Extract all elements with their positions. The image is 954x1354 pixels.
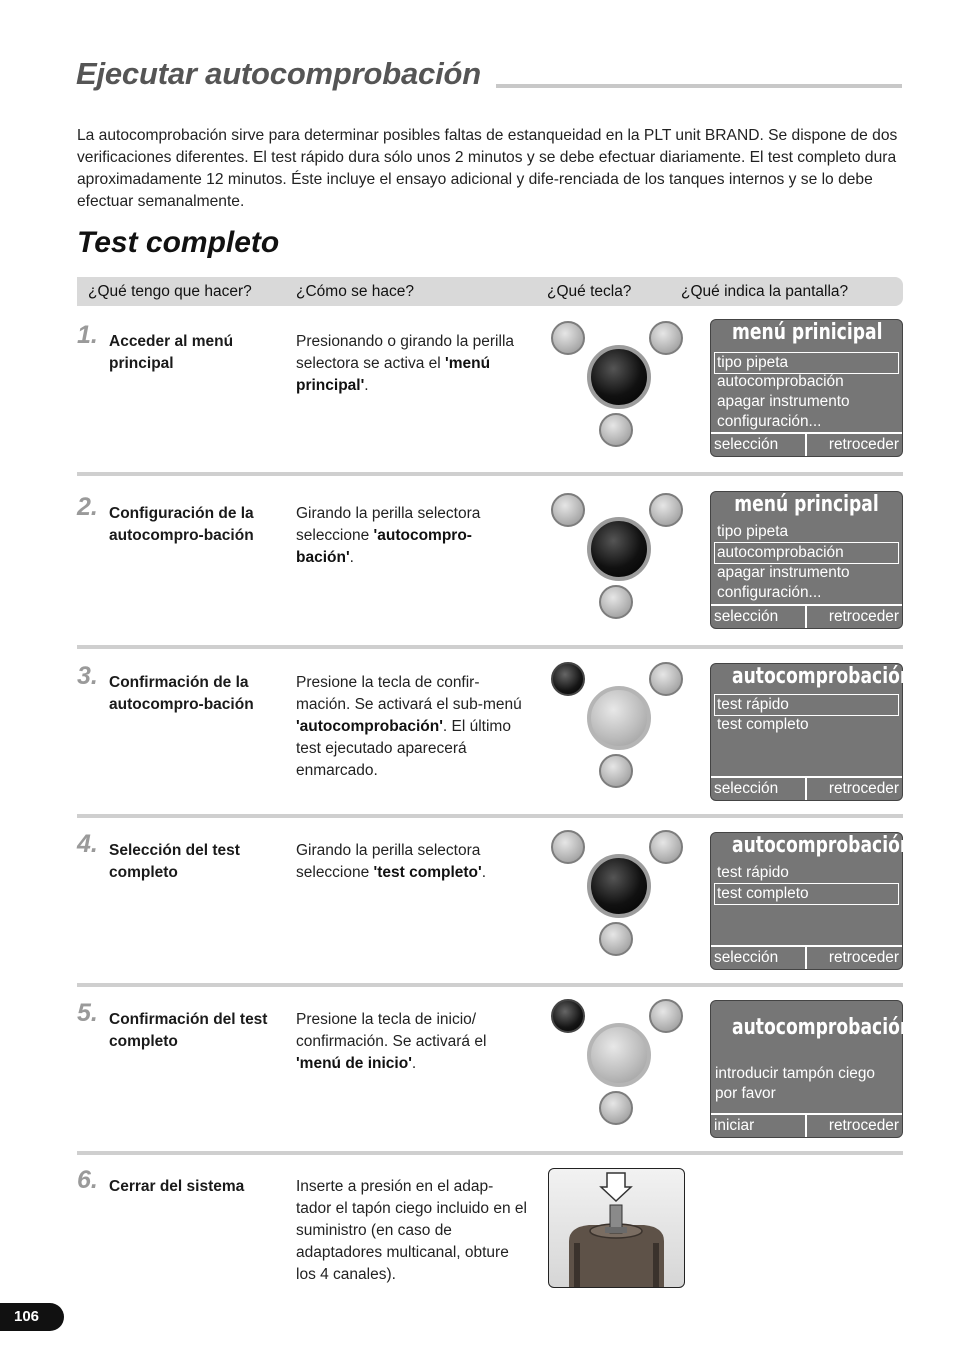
keypad bbox=[549, 999, 683, 1125]
step-number: 5. bbox=[77, 999, 98, 1027]
step-number: 6. bbox=[77, 1166, 98, 1194]
step-number: 3. bbox=[77, 662, 98, 690]
softkey-left: selección bbox=[714, 949, 779, 966]
screen-line: configuración... bbox=[717, 584, 822, 601]
top-left-key bbox=[551, 830, 585, 864]
bottom-key bbox=[599, 922, 633, 956]
screen-line: tipo pipeta bbox=[714, 352, 899, 374]
step-how: Inserte a presión en el adap-tador el tapón ciego incluido en el suministro (en caso de adaptadores multicanal, obture los 4 canales). bbox=[296, 1178, 527, 1283]
page-number: 106 bbox=[0, 1303, 64, 1331]
softkey-left: selección bbox=[714, 780, 779, 797]
screen-title: autocomprobación bbox=[732, 833, 913, 858]
blind-plug-photo bbox=[548, 1168, 685, 1288]
screen-message: introducir tampón ciego por favor bbox=[715, 1065, 875, 1102]
step-how: Presionando o girando la perilla selectora se activa el 'menú principal'. bbox=[296, 333, 515, 394]
display-screen bbox=[710, 319, 903, 457]
keypad bbox=[549, 321, 683, 447]
display-screen bbox=[710, 491, 903, 629]
top-right-key bbox=[649, 321, 683, 355]
intro-paragraph: La autocomprobación sirve para determinar posibles faltas de estanqueidad en la PLT unit BRAND. Se dispone de dos verificaciones diferentes. El test rápido dura sólo unos 2 minutos y se debe efectuar diariamente. El test completo dura aproximadamente 12 minutos. Éste incluye el ensayo adicional y dife-renciada de los tanques internos y se lo debe efectuar semanalmente. bbox=[77, 127, 898, 210]
softkey-right: retroceder bbox=[828, 436, 899, 453]
screen-line: tipo pipeta bbox=[717, 523, 789, 540]
bottom-key bbox=[599, 1091, 633, 1125]
screen-line: autocomprobación bbox=[717, 373, 844, 390]
screen-title: autocomprobación bbox=[732, 1015, 913, 1040]
screen-line: test completo bbox=[714, 883, 899, 905]
col-key: ¿Qué tecla? bbox=[547, 283, 632, 300]
screen-title: menú principal bbox=[734, 492, 879, 517]
screen-line: test completo bbox=[717, 716, 809, 733]
softkey-right: retroceder bbox=[828, 949, 899, 966]
screen-line: configuración... bbox=[717, 413, 822, 430]
step-what: Selección del test completo bbox=[109, 842, 240, 881]
step-divider bbox=[77, 645, 903, 649]
screen-line: apagar instrumento bbox=[717, 393, 850, 410]
column-header-bar bbox=[77, 277, 903, 306]
screen-footer bbox=[711, 432, 902, 456]
screen-line: autocomprobación bbox=[714, 542, 899, 564]
step-number: 4. bbox=[77, 830, 98, 858]
step-what: Confirmación de la autocompro-bación bbox=[109, 674, 254, 713]
selector-knob bbox=[587, 1023, 651, 1087]
step-what: Cerrar del sistema bbox=[109, 1178, 245, 1195]
page-title: Ejecutar autocomprobación bbox=[76, 56, 481, 91]
col-how: ¿Cómo se hace? bbox=[296, 283, 415, 300]
screen-title: menú prinicipal bbox=[732, 320, 883, 345]
screen-footer bbox=[711, 604, 902, 628]
selector-knob bbox=[587, 686, 651, 750]
display-screen bbox=[710, 832, 913, 970]
screen-footer bbox=[711, 1113, 902, 1137]
col-display: ¿Qué indica la pantalla? bbox=[681, 283, 849, 300]
selector-knob bbox=[587, 517, 651, 581]
step-what: Configuración de la autocompro-bación bbox=[109, 505, 254, 544]
top-right-key bbox=[649, 999, 683, 1033]
step-divider bbox=[77, 814, 903, 818]
softkey-left: selección bbox=[714, 608, 779, 625]
section-title: Test completo bbox=[77, 226, 280, 259]
softkey-left: iniciar bbox=[714, 1117, 755, 1134]
step-how: Girando la perilla selectora seleccione 'autocompro-bación'. bbox=[296, 505, 481, 566]
col-what: ¿Qué tengo que hacer? bbox=[88, 283, 252, 300]
step-how: Presione la tecla de inicio/ confirmación. Se activará el 'menú de inicio'. bbox=[296, 1011, 487, 1072]
step-what: Acceder al menú principal bbox=[109, 333, 234, 372]
step-what: Confirmación del test completo bbox=[109, 1011, 268, 1050]
selector-knob bbox=[587, 854, 651, 918]
selector-knob bbox=[587, 345, 651, 409]
keypad bbox=[549, 830, 683, 956]
screen-title: autocomprobación bbox=[732, 664, 913, 689]
step-divider bbox=[77, 472, 903, 476]
confirm-key-pressed bbox=[551, 999, 585, 1033]
screen-footer bbox=[711, 776, 902, 800]
confirm-key-pressed bbox=[551, 662, 585, 696]
bottom-key bbox=[599, 754, 633, 788]
top-right-key bbox=[649, 830, 683, 864]
keypad bbox=[549, 493, 683, 619]
bottom-key bbox=[599, 413, 633, 447]
step-number: 1. bbox=[77, 321, 98, 349]
softkey-left: selección bbox=[714, 436, 779, 453]
screen-line: test rápido bbox=[717, 864, 789, 881]
keypad bbox=[549, 662, 683, 788]
step-divider bbox=[77, 983, 903, 987]
step-how: Presione la tecla de confir-mación. Se activará el sub-menú 'autocomprobación'. El último test ejecutado aparecerá enmarcado. bbox=[296, 674, 522, 779]
top-right-key bbox=[649, 493, 683, 527]
step-how: Girando la perilla selectora seleccione 'test completo'. bbox=[296, 842, 486, 881]
screen-line: apagar instrumento bbox=[717, 564, 850, 581]
title-row bbox=[76, 56, 902, 100]
screen-line: test rápido bbox=[714, 694, 899, 716]
step-divider bbox=[77, 1151, 903, 1155]
softkey-right: retroceder bbox=[828, 780, 899, 797]
top-left-key bbox=[551, 493, 585, 527]
step-number: 2. bbox=[77, 493, 98, 521]
display-screen bbox=[710, 663, 913, 801]
screen-footer bbox=[711, 945, 902, 969]
title-rule bbox=[496, 84, 902, 88]
bottom-key bbox=[599, 585, 633, 619]
softkey-right: retroceder bbox=[828, 608, 899, 625]
adapter-illustration bbox=[549, 1169, 684, 1287]
display-screen bbox=[710, 1000, 913, 1138]
softkey-right: retroceder bbox=[828, 1117, 899, 1134]
top-right-key bbox=[649, 662, 683, 696]
top-left-key bbox=[551, 321, 585, 355]
